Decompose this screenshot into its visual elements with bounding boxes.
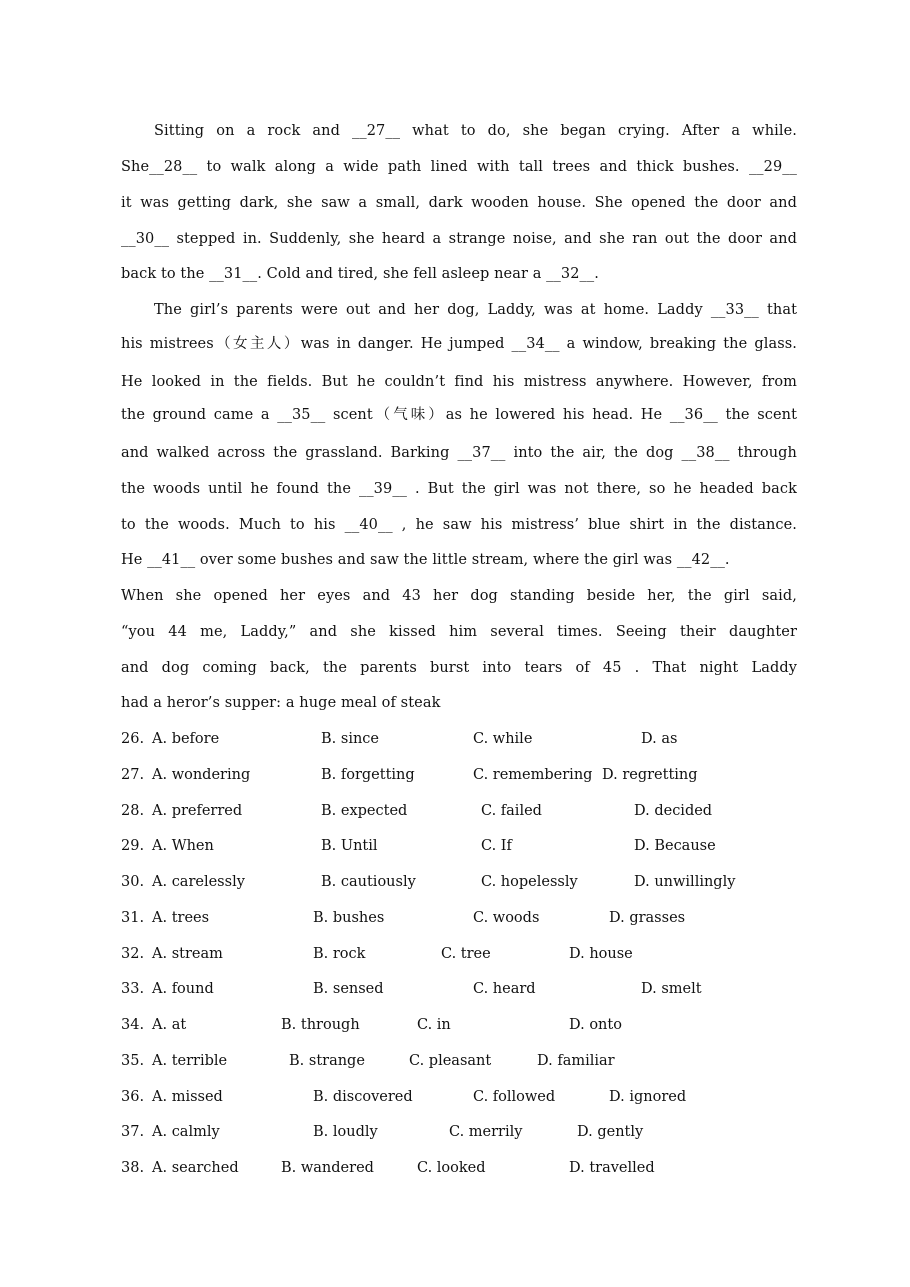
option-d: D. grasses [609,910,686,926]
passage-line: and dog coming back, the parents burst into tears of 45 . That night Laddy [121,660,797,676]
option-c: C. followed [473,1089,556,1105]
passage-line: He __41__ over some bushes and saw the little stream, where the girl was __42__. [121,552,730,568]
option-d: D. decided [634,803,713,819]
passage-line: When she opened her eyes and 43 her dog standing beside her, the girl said, [121,588,797,604]
option-d: D. regretting [602,767,698,783]
option-c: C. If [481,838,512,854]
passage-line: She__28__ to walk along a wide path lined with tall trees and thick bushes. __29__ [121,159,797,175]
option-d: D. travelled [569,1160,655,1176]
option-b: B. forgetting [321,767,415,783]
passage-line: He looked in the fields. But he couldn’t find his mistress anywhere. However, from [121,374,797,390]
option-d: D. house [569,946,633,962]
question-number: 27. [121,767,145,783]
option-a: A. searched [152,1160,239,1176]
question-number: 30. [121,874,145,890]
option-b: B. through [281,1017,360,1033]
passage-line: and walked across the grassland. Barking __37__ into the air, the dog __38__ through [121,445,797,461]
option-c: C. failed [481,803,542,819]
option-b: B. discovered [313,1089,413,1105]
option-b: B. strange [289,1053,365,1069]
question-number: 35. [121,1053,145,1069]
question-number: 28. [121,803,145,819]
option-c: C. remembering [473,767,593,783]
option-b: B. loudly [313,1124,378,1140]
passage-line: The girl’s parents were out and her dog, Laddy, was at home. Laddy __33__ that [154,302,797,318]
passage-line: had a heror’s supper: a huge meal of steak [121,695,441,711]
option-c: C. tree [441,946,491,962]
option-c: C. in [417,1017,451,1033]
option-a: A. preferred [152,803,243,819]
option-b: B. since [321,731,379,747]
option-d: D. unwillingly [634,874,736,890]
option-b: B. bushes [313,910,385,926]
option-c: C. woods [473,910,540,926]
question-number: 26. [121,731,145,747]
option-a: A. before [152,731,220,747]
option-b: B. wandered [281,1160,374,1176]
option-a: A. When [152,838,214,854]
option-c: C. hopelessly [481,874,578,890]
question-number: 37. [121,1124,145,1140]
question-number: 32. [121,946,145,962]
question-number: 33. [121,981,145,997]
option-d: D. ignored [609,1089,687,1105]
option-a: A. terrible [152,1053,228,1069]
question-number: 29. [121,838,145,854]
passage-line: his mistrees（女主人）was in danger. He jumped __34__ a window, breaking the glass. [121,336,797,352]
option-d: D. Because [634,838,716,854]
option-a: A. at [152,1017,187,1033]
option-a: A. stream [152,946,223,962]
question-number: 36. [121,1089,145,1105]
option-b: B. expected [321,803,408,819]
option-d: D. gently [577,1124,644,1140]
option-b: B. Until [321,838,378,854]
passage-line: the ground came a __35__ scent（气味）as he lowered his head. He __36__ the scent [121,407,797,423]
option-a: A. missed [152,1089,223,1105]
option-c: C. heard [473,981,536,997]
passage-line: “you 44 me, Laddy,” and she kissed him several times. Seeing their daughter [121,624,797,640]
option-c: C. while [473,731,533,747]
option-a: A. carelessly [152,874,245,890]
option-a: A. found [152,981,214,997]
option-c: C. pleasant [409,1053,492,1069]
option-b: B. rock [313,946,366,962]
option-d: D. familiar [537,1053,615,1069]
option-d: D. smelt [641,981,702,997]
passage-line: it was getting dark, she saw a small, dark wooden house. She opened the door and [121,195,797,211]
option-c: C. merrily [449,1124,523,1140]
passage-line: the woods until he found the __39__ . But the girl was not there, so he headed back [121,481,797,497]
option-b: B. cautiously [321,874,416,890]
question-number: 34. [121,1017,145,1033]
option-d: D. onto [569,1017,622,1033]
passage-line: __30__ stepped in. Suddenly, she heard a strange noise, and she ran out the door and [121,231,797,247]
option-d: D. as [641,731,678,747]
passage-line: back to the __31__. Cold and tired, she fell asleep near a __32__. [121,266,599,282]
passage-line: to the woods. Much to his __40__ , he saw his mistress’ blue shirt in the distance. [121,517,797,533]
option-a: A. trees [152,910,210,926]
passage-line: Sitting on a rock and __27__ what to do, she began crying. After a while. [154,123,797,139]
option-c: C. looked [417,1160,486,1176]
question-number: 31. [121,910,145,926]
option-a: A. calmly [152,1124,220,1140]
question-number: 38. [121,1160,145,1176]
option-b: B. sensed [313,981,384,997]
option-a: A. wondering [152,767,251,783]
